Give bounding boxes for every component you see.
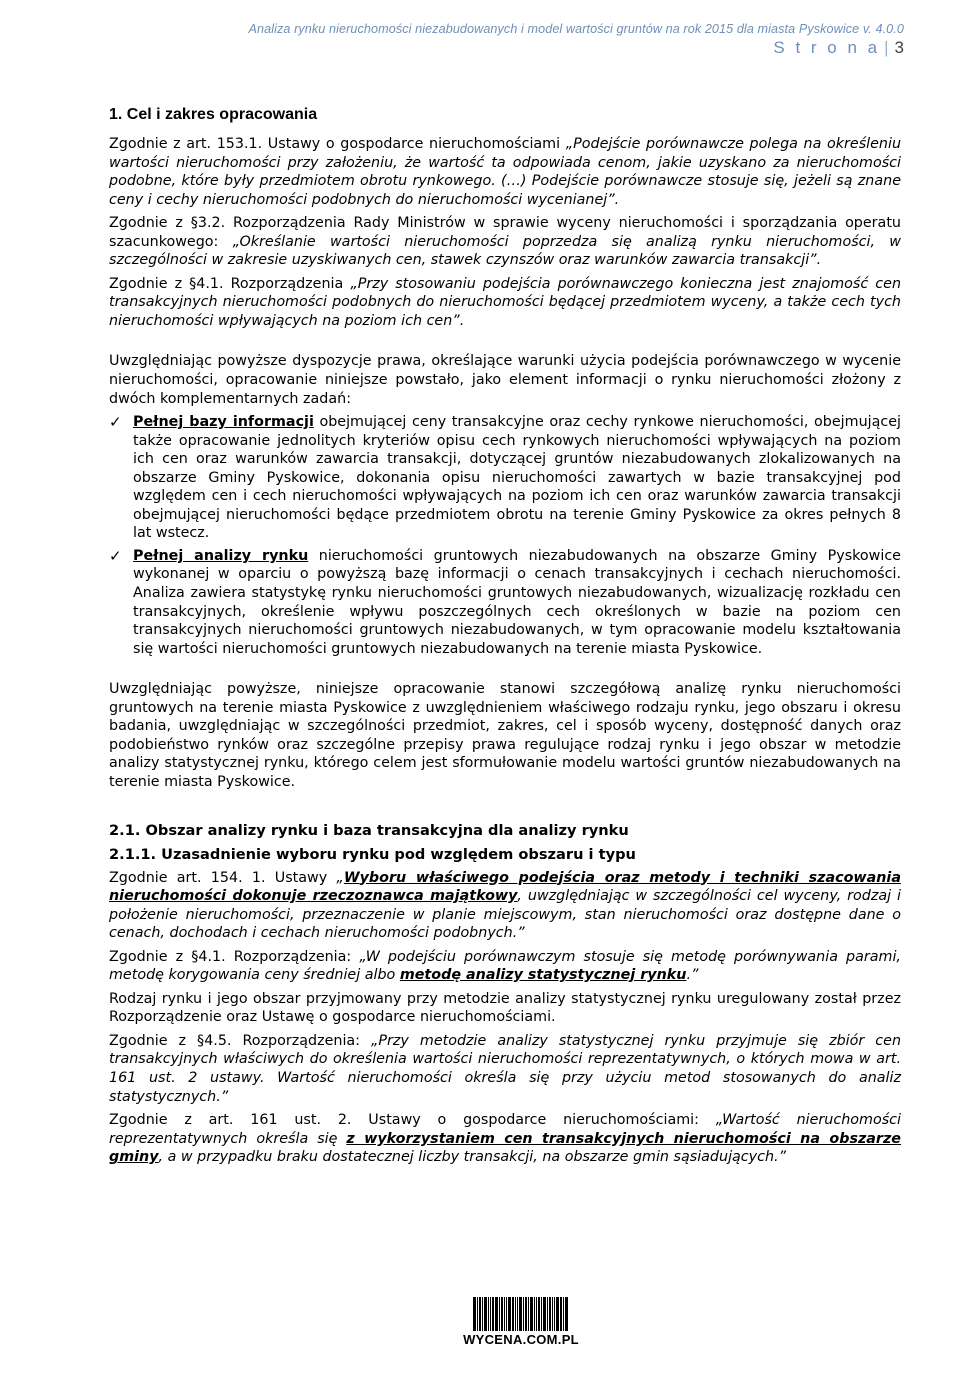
bullet-title: Pełnej analizy rynku [133,547,309,564]
task-list [109,413,901,658]
paragraph-text: Zgodnie z art. 153.1. Ustawy o gospodarce nieruchomościami [109,136,566,152]
list-item [109,547,901,658]
page-indicator [773,38,904,58]
page-number: 3 [894,38,904,57]
checkmark-icon: ✓ [109,546,122,565]
paragraph-market-type: Rodzaj rynku i jego obszar przyjmowany przy metodzie analizy statystycznej rynku uregulowany został przez Rozporządzenie oraz Ustawę o gospodarce nieruchomościami. [109,990,901,1026]
paragraph-art154 [109,869,901,943]
paragraph-par32 [109,214,901,270]
bullet-text: obejmującej ceny transakcyjne oraz cechy rynkowe nieruchomości, obejmującej także opracowanie jednolitych kryteriów opisu cech rynkowych nieruchomości wpływających na poziom ich cen oraz warunków zawarcia transakcji, dotyczącej gruntów niezabudowanych zlokalizowanych na obszarze Gminy Pyskowice, dokonania opisu nieruchomości zawartych w bazie transakcyjnej pod względem cen i cech nieruchomości wpływających na poziom ich cen oraz warunków zawarcia transakcji obejmującej nieruchomości będące przedmiotem obrotu na terenie Gminy Pyskowice za okres pełnych 8 lat wstecz. [133,414,901,542]
bullet-title: Pełnej bazy informacji [133,414,314,431]
quoted-text: „W podejściu porównawczym stosuje się metodę porównywania parami, metodę korygowania ceny średniej albo [109,948,901,984]
paragraph-art161 [109,1111,901,1167]
quoted-text: , a w przypadku braku dostatecznej liczby transakcji, na obszarze gmin sąsiadujących.” [158,1149,786,1166]
page-separator: | [884,38,889,57]
quoted-text: „Podejście porównawcze polega na określeniu wartości nieruchomości przy założeniu, że wartość ta odpowiada cenom, jakie uzyskano za nieruchomości podobne, które były przedmiotem obrotu rynkowego. (…) Podejście porównawcze stosuje się, jeżeli są znane ceny i cechy nieruchomości podobnych do nieruchomości wycenianej”. [109,136,902,208]
paragraph-par41-method [109,948,901,985]
paragraph-par41 [109,275,901,331]
quoted-text: .” [686,967,699,984]
quoted-text: , uwzględniając w szczególności cel wyceny, rodzaj i położenie nieruchomości, przeznaczenie w planie miejscowym, stan nieruchomości oraz dostępne dane o cenach, dochodach i cechach nieruchomości podobnych.” [109,888,901,942]
subsection-heading: 2.1. Obszar analizy rynku i baza transakcyjna dla analizy rynku [109,821,629,839]
paragraph-text: Zgodnie z §4.1. Rozporządzenia: [109,948,360,965]
paragraph-intro-tasks: Uwzględniając powyższe dyspozycje prawa, określające warunki użycia podejścia porównawczego w wycenie nieruchomości, opracowanie niniejsze powstało, jako element informacji o rynku nieruchomości złożony z dwóch komplementarnych zadań: [109,353,901,407]
section-heading: 1. Cel i zakres opracowania [109,106,318,123]
emphasis-text: Wyboru właściwego podejścia oraz metody i techniki szacowania nieruchomości dokonuje rzeczoznawca majątkowy [109,869,901,905]
logo-text: WYCENA.COM.PL [463,1332,579,1347]
paragraph-text: Zgodnie z §4.5. Rozporządzenia: [109,1032,372,1049]
paragraph-text: Zgodnie art. 154. 1. Ustawy [109,869,337,886]
list-item [109,413,901,543]
quoted-text: „Przy metodzie analizy statystycznej rynku przyjmuje się zbiór cen transakcyjnych właściwych do określenia wartości nieruchomości reprezentatywnych, o których mowa w art. 161 ust. 2 ustawy. Wartość nieruchomości określa się przy użyciu metod stosowanych do analiz statystycznych.” [109,1032,901,1105]
paragraph-art153 [109,135,901,209]
paragraph-summary: Uwzględniając powyższe, niniejsze opracowanie stanowi szczegółową analizę rynku nieruchomości gruntowych na terenie miasta Pyskowice z uwzględnieniem właściwego rodzaju rynku, jego obszaru i okresu badania, uwzględniając w szczególności przedmiot, zakres, cel i sposób wyceny, dostępność danych oraz podobieństwo rynków oraz szczególne przepisy prawa regulujące rodzaj rynku i jego obszar w metodzie analizy statystycznej rynku, którego celem jest sformułowanie modelu wartości gruntów niezabudowanych na terenie miasta Pyskowice. [109,681,901,790]
checkmark-icon: ✓ [109,413,122,432]
page-label: S t r o n a [773,38,881,57]
main-content [109,105,901,1172]
quote-mark: „ [336,869,344,886]
emphasis-text: metodę analizy statystycznej rynku [399,967,687,984]
wycena-logo [457,1297,585,1347]
quoted-text: „Określanie wartości nieruchomości poprzedza się analizą rynku nieruchomości, w szczególności w zakresie uzyskiwanych cen, stawek czynszów oraz warunków zawarcia transakcji”. [109,233,901,269]
spacer [109,335,901,352]
bullet-text: nieruchomości gruntowych niezabudowanych na obszarze Gminy Pyskowice wykonanej w oparciu o powyższą bazę informacji o cenach transakcyjnych i cechach nieruchomości. Analiza zawiera statystykę rynku nieruchomości gruntowych niezabudowanych, wizualizację rozkładu cen transakcyjnych, określenie wpływu poszczególnych cech określonych w bazie na poziom cen transakcyjnych nieruchomości gruntowych niezabudowanych, w tym opracowanie modelu kształtowania się wartości nieruchomości gruntowych niezabudowanych na terenie miasta Pyskowice. [133,547,901,657]
running-header: Analiza rynku nieruchomości niezabudowanych i model wartości gruntów na rok 2015 dla miasta Pyskowice v. 4.0.0 [248,22,904,36]
subsubsection-heading: 2.1.1. Uzasadnienie wyboru rynku pod względem obszaru i typu [109,845,636,863]
emphasis-text: z wykorzystaniem cen transakcyjnych nieruchomości na obszarze gminy [109,1130,901,1166]
quoted-text: „Przy stosowaniu podejścia porównawczego konieczna jest znajomość cen transakcyjnych nieruchomości podobnych do nieruchomości będącej przedmiotem wyceny, a także cech tych nieruchomości wpływających na poziom ich cen”. [109,275,901,329]
paragraph-par45 [109,1032,901,1106]
spacer [109,662,901,680]
barcode-icon [457,1297,585,1331]
paragraph-text: Zgodnie z §4.1. Rozporządzenia [109,275,351,292]
spacer [109,797,901,821]
paragraph-text: Zgodnie z §3.2. Rozporządzenia Rady Ministrów w sprawie wyceny nieruchomości i sporządzania operatu szacunkowego: [109,215,901,250]
paragraph-text: Zgodnie z art. 161 ust. 2. Ustawy o gospodarce nieruchomościami: [109,1112,716,1129]
quoted-text: „Wartość nieruchomości reprezentatywnych określa się [109,1112,901,1147]
